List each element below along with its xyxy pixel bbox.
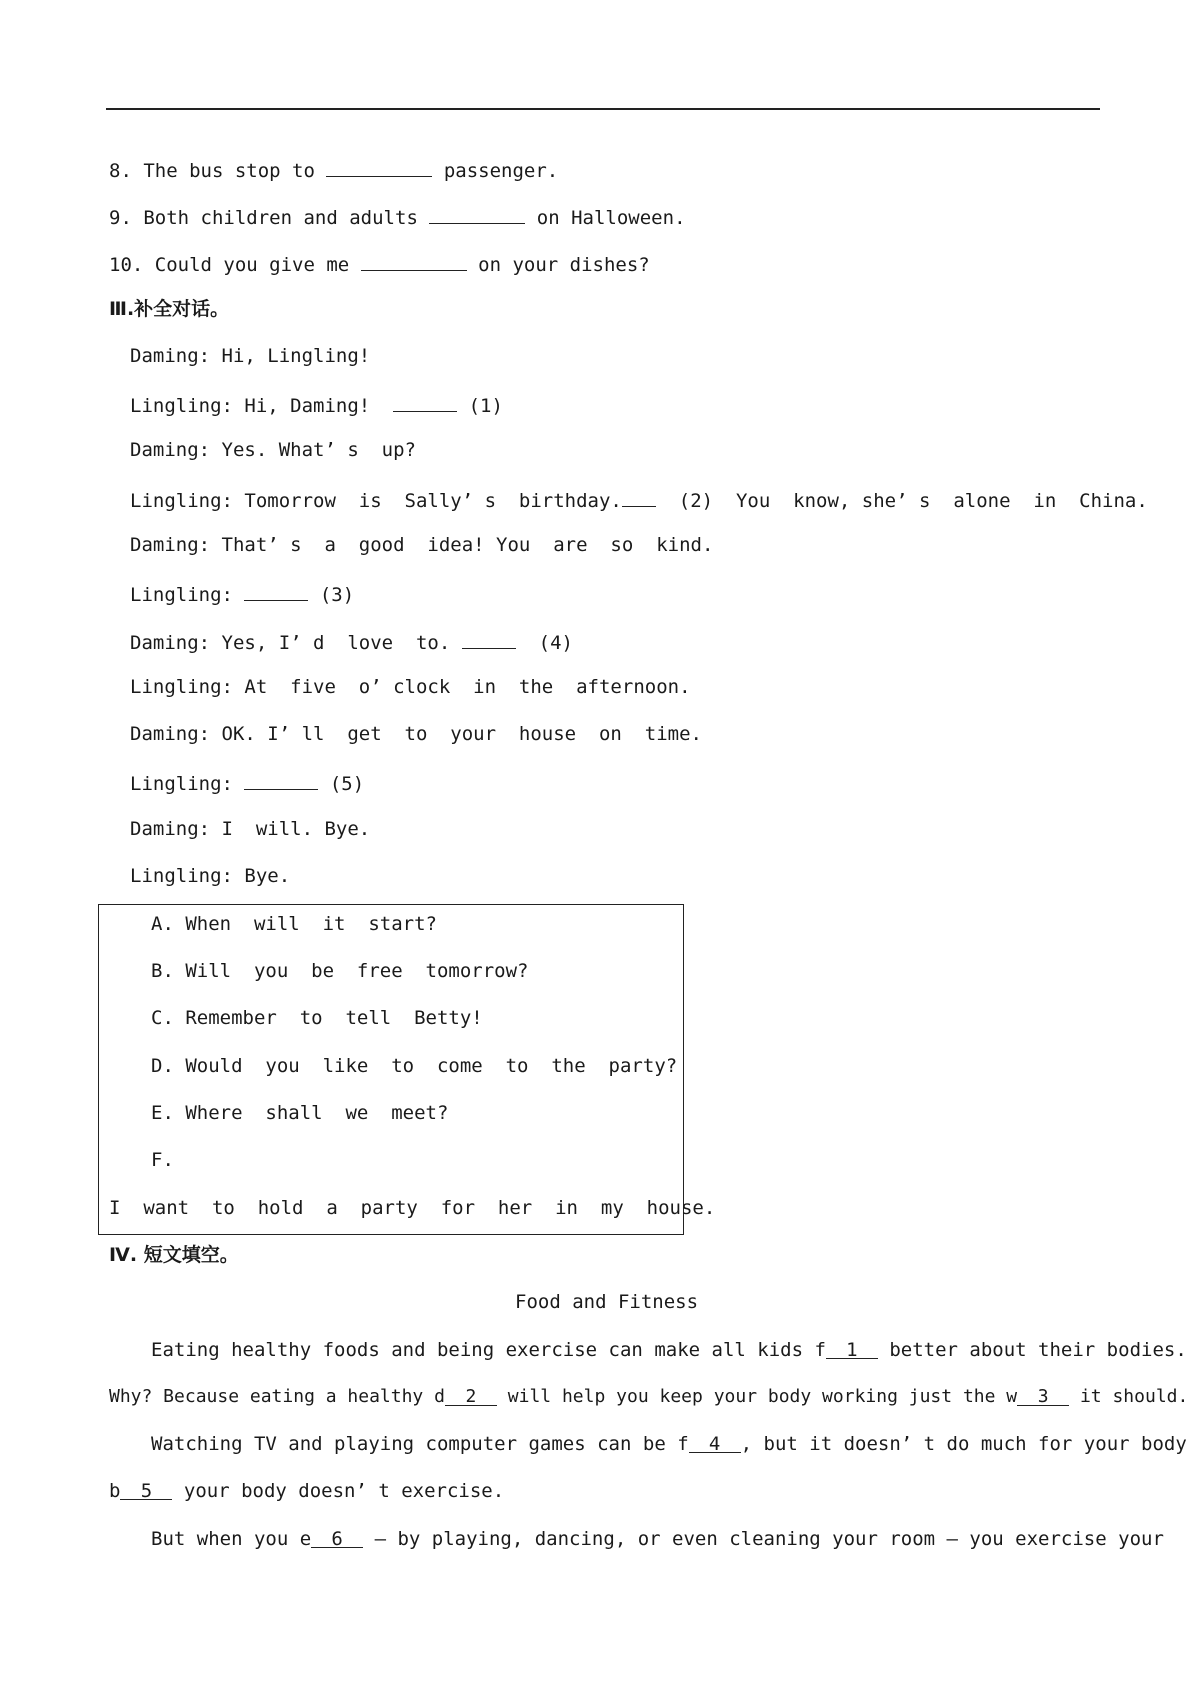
dialogue-text: Lingling: — [130, 584, 233, 606]
passage-text: Eating healthy foods and being exercise can make all kids f — [151, 1339, 826, 1361]
passage-line-3 — [151, 1432, 1187, 1456]
blank-number: (3) — [319, 584, 355, 606]
dialogue-text: Daming: OK. I’ ll get to your house on time. — [130, 723, 702, 745]
passage-text: it should. — [1069, 1386, 1189, 1407]
question-number: 10. — [109, 254, 144, 276]
dialogue-line-12 — [130, 864, 290, 888]
dialogue-text: Lingling: Hi, Daming! — [130, 395, 371, 417]
question-text: on your dishes? — [478, 254, 650, 276]
dialogue-text: Daming: Yes, I’ d love to. — [130, 632, 451, 654]
section-4-heading: Ⅳ. 短文填空。 — [109, 1244, 239, 1266]
question-text: Could you give me — [154, 254, 350, 276]
dialogue-line-2 — [130, 391, 503, 418]
header-rule — [106, 108, 1100, 110]
dialogue-line-4 — [130, 486, 1148, 513]
dialogue-blank-5[interactable] — [244, 769, 318, 790]
passage-line-5 — [151, 1527, 1164, 1551]
dialogue-text: (2) You know, she’ s alone in China. — [678, 490, 1148, 512]
passage-blank-5[interactable]: 5 — [120, 1479, 172, 1500]
dialogue-text: Lingling: Tomorrow is Sally’ s birthday. — [130, 490, 622, 512]
dialogue-line-5 — [130, 533, 713, 557]
question-text: passenger. — [443, 160, 559, 182]
dialogue-line-6 — [130, 580, 354, 607]
passage-blank-6[interactable]: 6 — [311, 1527, 363, 1548]
dialogue-line-10 — [130, 769, 364, 796]
answer-blank[interactable] — [429, 203, 525, 224]
answer-blank[interactable] — [326, 156, 432, 177]
blank-number: (5) — [329, 773, 365, 795]
dialogue-blank-2[interactable] — [622, 486, 656, 507]
passage-text: Watching TV and playing computer games can be f — [151, 1433, 689, 1455]
question-text: Both children and adults — [143, 207, 418, 229]
passage-line-2 — [109, 1385, 1189, 1409]
dialogue-text: Lingling: At five o’ clock in the afternoon. — [130, 676, 691, 698]
dialogue-text: Lingling: — [130, 773, 233, 795]
question-10 — [109, 250, 650, 277]
option-d: D. Would you like to come to the party? — [151, 1055, 678, 1077]
passage-text: your body doesn’ t exercise. — [172, 1480, 505, 1502]
dialogue-line-7 — [130, 628, 573, 655]
question-text: The bus stop to — [143, 160, 315, 182]
passage-text: b — [109, 1480, 121, 1502]
passage-text: — by playing, dancing, or even cleaning your room — you exercise your — [363, 1528, 1164, 1550]
passage-text: Why? Because eating a healthy d — [109, 1386, 445, 1407]
question-9 — [109, 203, 686, 230]
passage-title: Food and Fitness — [515, 1291, 699, 1313]
passage-text: will help you keep your body working just the w — [496, 1386, 1018, 1407]
section-3-heading: Ⅲ.补全对话。 — [109, 298, 230, 320]
option-e: E. Where shall we meet? — [151, 1102, 449, 1124]
question-8 — [109, 156, 558, 183]
passage-text: But when you e — [151, 1528, 312, 1550]
dialogue-line-9 — [130, 722, 702, 746]
dialogue-line-3 — [130, 438, 416, 462]
option-b: B. Will you be free tomorrow? — [151, 960, 529, 982]
question-text: on Halloween. — [536, 207, 686, 229]
dialogue-text: Lingling: Bye. — [130, 865, 291, 887]
passage-blank-1[interactable]: 1 — [826, 1338, 878, 1359]
passage-blank-2[interactable]: 2 — [445, 1385, 497, 1406]
dialogue-blank-3[interactable] — [244, 580, 308, 601]
answer-blank[interactable] — [361, 250, 467, 271]
passage-line-1 — [151, 1338, 1187, 1362]
passage-text: better about their bodies. — [877, 1339, 1187, 1361]
dialogue-text: Daming: That’ s a good idea! You are so kind. — [130, 534, 714, 556]
option-f: F. — [151, 1149, 174, 1171]
dialogue-text: Daming: Hi, Lingling! — [130, 345, 371, 367]
passage-text: , but it doesn’ t do much for your body — [740, 1433, 1187, 1455]
question-number: 9. — [109, 207, 132, 229]
passage-line-4 — [109, 1479, 1099, 1503]
passage-blank-4[interactable]: 4 — [689, 1432, 741, 1453]
option-a: A. When will it start? — [151, 913, 437, 935]
blank-number: (1) — [468, 395, 503, 417]
dialogue-blank-4[interactable] — [462, 628, 516, 649]
dialogue-text: Daming: I will. Bye. — [130, 818, 371, 840]
option-c: C. Remember to tell Betty! — [151, 1007, 483, 1029]
dialogue-line-11 — [130, 817, 370, 841]
dialogue-blank-1[interactable] — [393, 391, 457, 412]
passage-blank-3[interactable]: 3 — [1017, 1385, 1069, 1406]
dialogue-line-8 — [130, 675, 691, 699]
blank-number: (4) — [538, 632, 573, 654]
dialogue-line-1 — [130, 344, 370, 368]
dialogue-text: Daming: Yes. What’ s up? — [130, 439, 416, 461]
question-number: 8. — [109, 160, 132, 182]
option-f-text: I want to hold a party for her in my house. — [109, 1197, 716, 1219]
